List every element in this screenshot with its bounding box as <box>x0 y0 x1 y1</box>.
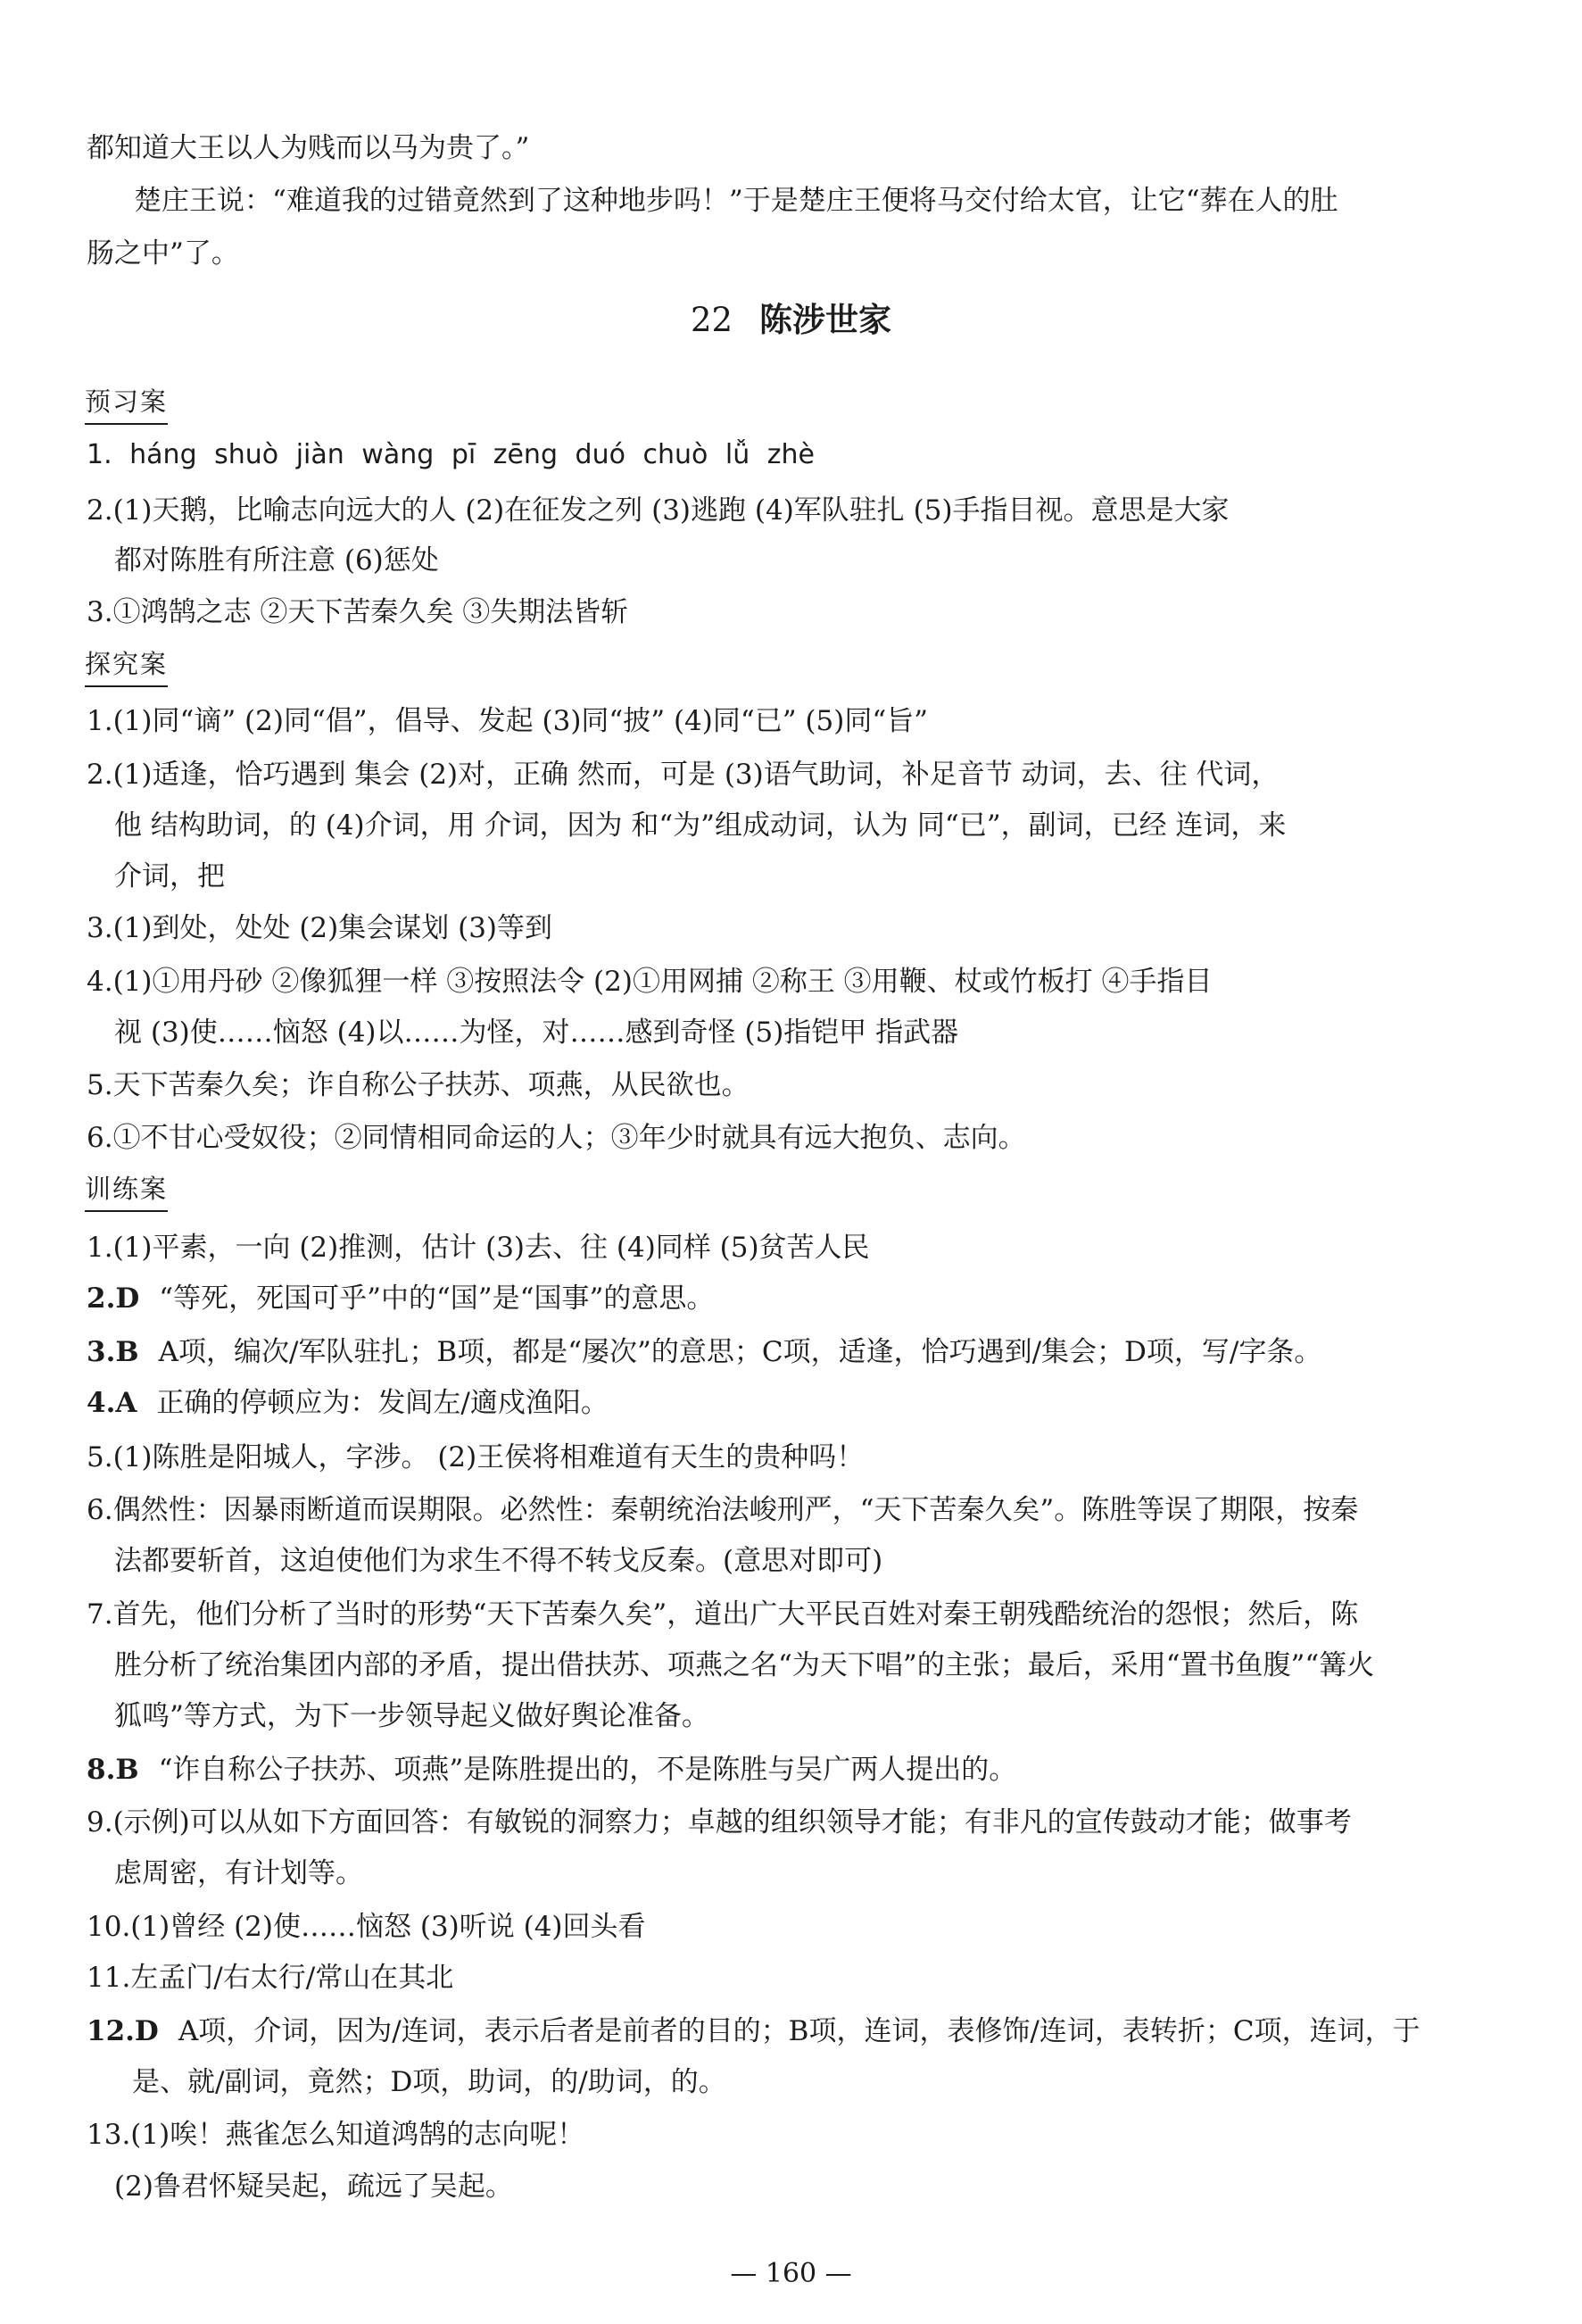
explore-q2-line1: 2.(1)适逢，恰巧遇到 集会 (2)对，正确 然而，可是 (3)语气助词，补足音节 动词，去、往 代词， <box>87 759 1280 791</box>
training-q9-line1: 9.(示例)可以从如下方面回答：有敏锐的洞察力；卓越的组织领导才能；有非凡的宣传鼓动才能；做事考 <box>87 1806 1352 1838</box>
intro-line-1: 都知道大王以人为贱而以马为贵了。” <box>87 132 530 164</box>
answer-explanation: 正确的停顿应为：发闾左/適戍渔阳。 <box>156 1387 609 1419</box>
training-q7-line3: 狐鸣”等方式，为下一步领导起义做好舆论准备。 <box>114 1700 709 1732</box>
preview-q2-line2: 都对陈胜有所注意 (6)惩处 <box>114 544 439 577</box>
training-q8 <box>87 1745 1425 1795</box>
answer-key: 3.B <box>87 1336 139 1368</box>
answer-explanation: A项，编次/军队驻扎；B项，都是“屡次”的意思；C项，适逢，恰巧遇到/集会；D项，写/字条。 <box>158 1336 1322 1368</box>
page-number: — 160 — <box>730 2258 852 2289</box>
training-q7-line2: 胜分析了统治集团内部的矛盾，提出借扶苏、项燕之名“为天下唱”的主张；最后，采用“置书鱼腹”“篝火 <box>114 1649 1375 1681</box>
answer-explanation: A项，介词，因为/连词，表示后者是前者的目的；B项，连词，表修饰/连词，表转折；C项，连词，于 <box>178 2015 1420 2047</box>
preview-q2-line1: 2.(1)天鹅，比喻志向远大的人 (2)在征发之列 (3)逃跑 (4)军队驻扎 (5)手指目视。意思是大家 <box>87 494 1230 527</box>
explore-q1: 1.(1)同“谪” (2)同“倡”，倡导、发起 (3)同“披” (4)同“已” (5)同“旨” <box>87 705 929 737</box>
section-heading-explore: 探究案 <box>85 644 168 687</box>
section-heading-training: 训练案 <box>85 1169 168 1212</box>
answer-explanation: “诈自称公子扶苏、项燕”是陈胜提出的，不是陈胜与吴广两人提出的。 <box>158 1754 1017 1786</box>
training-q11: 11.左孟门/右太行/常山在其北 <box>87 1962 454 1994</box>
explore-q3: 3.(1)到处，处处 (2)集会谋划 (3)等到 <box>87 912 553 944</box>
chapter-title <box>0 295 1582 345</box>
intro-line-2: 楚庄王说：“难道我的过错竟然到了这种地步吗！”于是楚庄王便将马交付给太官，让它“葬在人的肚 <box>134 185 1338 217</box>
training-q2 <box>87 1274 1425 1324</box>
explore-q2-line2: 他 结构助词，的 (4)介词，用 介词，因为 和“为”组成动词，认为 同“已”，副词，已经 连词，来 <box>114 809 1287 842</box>
answer-key: 12.D <box>87 2015 159 2047</box>
intro-line-3: 肠之中”了。 <box>87 237 239 270</box>
chapter-number: 22 <box>690 301 733 339</box>
training-q12-line2: 是、就/副词，竟然；D项，助词，的/助词，的。 <box>132 2066 726 2098</box>
explore-q2-line3: 介词，把 <box>114 860 225 892</box>
preview-q1: 1. háng shuò jiàn wàng pī zēng duó chuò lǚ zhè <box>87 439 815 470</box>
training-q10: 10.(1)曾经 (2)使……恼怒 (3)听说 (4)回头看 <box>87 1911 646 1943</box>
training-q13-line1: 13.(1)唉！燕雀怎么知道鸿鹄的志向呢！ <box>87 2119 585 2151</box>
training-q1: 1.(1)平素，一向 (2)推测，估计 (3)去、往 (4)同样 (5)贫苦人民 <box>87 1232 870 1264</box>
explore-q4-line1: 4.(1)①用丹砂 ②像狐狸一样 ③按照法令 (2)①用网捕 ②称王 ③用鞭、杖或竹板打 ④手指目 <box>87 966 1213 998</box>
answer-key: 4.A <box>87 1387 137 1419</box>
training-q3 <box>87 1327 1425 1377</box>
training-q9-line2: 虑周密，有计划等。 <box>114 1857 363 1889</box>
training-q7-line1: 7.首先，他们分析了当时的形势“天下苦秦久矣”，道出广大平民百姓对秦王朝残酷统治的怨恨；然后，陈 <box>87 1598 1359 1631</box>
training-q13-line2: (2)鲁君怀疑吴起，疏远了吴起。 <box>114 2170 513 2203</box>
training-q6-line2: 法都要斩首，这迫使他们为求生不得不转戈反秦。(意思对即可) <box>114 1545 883 1577</box>
answer-key: 8.B <box>87 1754 139 1786</box>
answer-key: 2.D <box>87 1282 140 1315</box>
training-q5: 5.(1)陈胜是阳城人，字涉。 (2)王侯将相难道有天生的贵种吗！ <box>87 1441 865 1473</box>
explore-q4-line2: 视 (3)使……恼怒 (4)以……为怪，对……感到奇怪 (5)指铠甲 指武器 <box>114 1017 959 1049</box>
training-q4 <box>87 1378 1425 1428</box>
explore-q5: 5.天下苦秦久矣；诈自称公子扶苏、项燕，从民欲也。 <box>87 1069 750 1101</box>
training-q6-line1: 6.偶然性：因暴雨断道而误期限。必然性：秦朝统治法峻刑严，“天下苦秦久矣”。陈胜等误了期限，按秦 <box>87 1494 1359 1526</box>
chapter-name: 陈涉世家 <box>759 300 892 339</box>
section-heading-preview: 预习案 <box>85 382 168 425</box>
explore-q6: 6.①不甘心受奴役；②同情相同命运的人；③年少时就具有远大抱负、志向。 <box>87 1122 1026 1154</box>
training-q12-line1 <box>87 2006 1425 2056</box>
preview-q3: 3.①鸿鹄之志 ②天下苦秦久矣 ③失期法皆斩 <box>87 596 629 628</box>
answer-explanation: “等死，死国可乎”中的“国”是“国事”的意思。 <box>159 1282 715 1315</box>
